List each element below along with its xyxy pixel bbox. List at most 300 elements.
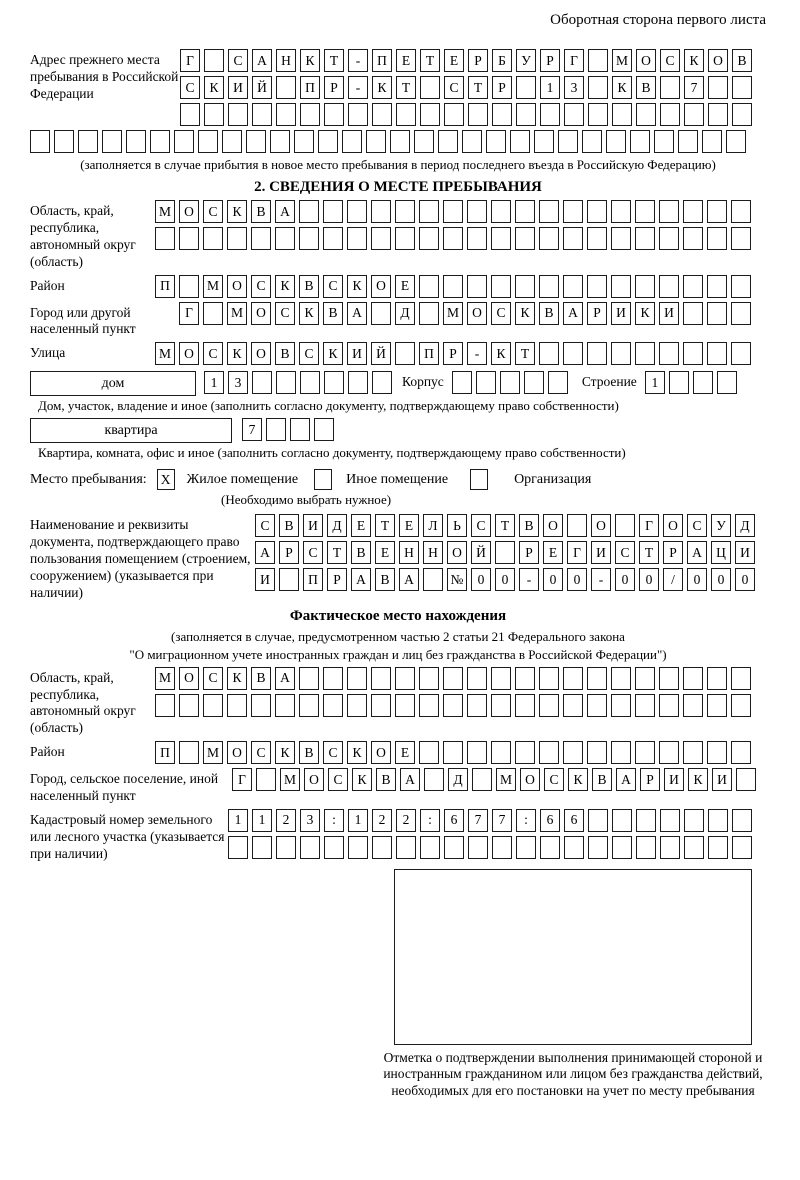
char-box[interactable]: Е xyxy=(444,49,464,72)
char-box[interactable] xyxy=(539,227,559,250)
char-box[interactable]: 1 xyxy=(204,371,224,394)
char-box[interactable] xyxy=(635,275,655,298)
char-box[interactable]: 2 xyxy=(396,809,416,832)
char-box[interactable] xyxy=(612,836,632,859)
char-box[interactable] xyxy=(78,130,98,153)
char-box[interactable] xyxy=(324,836,344,859)
char-box[interactable] xyxy=(702,130,722,153)
char-box[interactable] xyxy=(516,103,536,126)
char-box[interactable] xyxy=(323,200,343,223)
char-box[interactable]: И xyxy=(347,342,367,365)
char-box[interactable] xyxy=(323,694,343,717)
fact-oblast-row-2[interactable] xyxy=(155,694,751,717)
char-box[interactable] xyxy=(515,694,535,717)
char-box[interactable] xyxy=(540,836,560,859)
char-box[interactable] xyxy=(683,342,703,365)
char-box[interactable] xyxy=(659,694,679,717)
char-box[interactable] xyxy=(491,667,511,690)
char-box[interactable] xyxy=(299,667,319,690)
char-box[interactable] xyxy=(587,694,607,717)
char-box[interactable] xyxy=(707,275,727,298)
char-box[interactable] xyxy=(102,130,122,153)
char-box[interactable] xyxy=(252,103,272,126)
char-box[interactable] xyxy=(476,371,496,394)
checkbox-organizatsiya[interactable] xyxy=(470,469,488,490)
char-box[interactable] xyxy=(256,768,276,791)
char-box[interactable]: С xyxy=(251,741,271,764)
char-box[interactable]: В xyxy=(636,76,656,99)
char-box[interactable]: 2 xyxy=(372,809,392,832)
char-box[interactable] xyxy=(563,741,583,764)
char-box[interactable]: У xyxy=(711,514,731,537)
char-box[interactable] xyxy=(275,227,295,250)
char-box[interactable]: О xyxy=(251,302,271,325)
char-box[interactable] xyxy=(419,667,439,690)
char-box[interactable]: Р xyxy=(327,568,347,591)
char-box[interactable]: Е xyxy=(396,49,416,72)
char-box[interactable] xyxy=(611,694,631,717)
char-box[interactable] xyxy=(707,667,727,690)
char-box[interactable]: К xyxy=(491,342,511,365)
char-box[interactable] xyxy=(252,836,272,859)
char-box[interactable]: Д xyxy=(448,768,468,791)
char-box[interactable] xyxy=(472,768,492,791)
char-box[interactable]: Г xyxy=(564,49,584,72)
char-box[interactable] xyxy=(203,227,223,250)
char-box[interactable] xyxy=(630,130,650,153)
char-box[interactable]: Р xyxy=(519,541,539,564)
char-box[interactable] xyxy=(683,741,703,764)
char-box[interactable] xyxy=(500,371,520,394)
char-box[interactable] xyxy=(693,371,713,394)
char-box[interactable]: - xyxy=(348,76,368,99)
char-box[interactable] xyxy=(731,694,751,717)
char-box[interactable]: О xyxy=(251,342,271,365)
char-box[interactable]: Й xyxy=(471,541,491,564)
char-box[interactable] xyxy=(636,836,656,859)
char-box[interactable] xyxy=(564,103,584,126)
char-box[interactable]: К xyxy=(299,302,319,325)
char-box[interactable] xyxy=(424,768,444,791)
char-box[interactable]: С xyxy=(275,302,295,325)
char-box[interactable] xyxy=(491,200,511,223)
char-box[interactable]: О xyxy=(179,667,199,690)
checkbox-inoe[interactable] xyxy=(314,469,332,490)
raion-row[interactable] xyxy=(155,275,751,298)
char-box[interactable] xyxy=(683,667,703,690)
char-box[interactable] xyxy=(467,275,487,298)
char-box[interactable] xyxy=(515,667,535,690)
char-box[interactable] xyxy=(203,302,223,325)
char-box[interactable] xyxy=(563,694,583,717)
char-box[interactable] xyxy=(443,741,463,764)
char-box[interactable] xyxy=(419,227,439,250)
char-box[interactable]: 0 xyxy=(735,568,755,591)
char-box[interactable]: О xyxy=(591,514,611,537)
char-box[interactable]: Р xyxy=(468,49,488,72)
char-box[interactable] xyxy=(732,76,752,99)
char-box[interactable]: К xyxy=(323,342,343,365)
char-box[interactable] xyxy=(347,694,367,717)
char-box[interactable]: Д xyxy=(395,302,415,325)
char-box[interactable] xyxy=(323,667,343,690)
char-box[interactable]: М xyxy=(155,342,175,365)
char-box[interactable] xyxy=(204,103,224,126)
char-box[interactable] xyxy=(155,694,175,717)
char-box[interactable]: К xyxy=(372,76,392,99)
char-box[interactable]: С xyxy=(303,541,323,564)
char-box[interactable]: А xyxy=(400,768,420,791)
prev-address-row-1[interactable] xyxy=(180,49,752,72)
char-box[interactable] xyxy=(299,227,319,250)
char-box[interactable]: К xyxy=(275,275,295,298)
char-box[interactable] xyxy=(198,130,218,153)
char-box[interactable]: 0 xyxy=(687,568,707,591)
char-box[interactable]: В xyxy=(592,768,612,791)
char-box[interactable] xyxy=(371,694,391,717)
char-box[interactable]: С xyxy=(299,342,319,365)
char-box[interactable] xyxy=(635,694,655,717)
char-box[interactable]: С xyxy=(328,768,348,791)
char-box[interactable] xyxy=(155,227,175,250)
char-box[interactable] xyxy=(539,741,559,764)
char-box[interactable] xyxy=(732,836,752,859)
char-box[interactable] xyxy=(683,302,703,325)
char-box[interactable] xyxy=(444,103,464,126)
char-box[interactable] xyxy=(515,741,535,764)
char-box[interactable] xyxy=(179,741,199,764)
kadastr-row-2[interactable] xyxy=(228,836,752,859)
char-box[interactable]: Е xyxy=(375,541,395,564)
char-box[interactable]: С xyxy=(491,302,511,325)
char-box[interactable] xyxy=(372,836,392,859)
char-box[interactable]: И xyxy=(255,568,275,591)
char-box[interactable]: 6 xyxy=(444,809,464,832)
char-box[interactable] xyxy=(515,200,535,223)
char-box[interactable]: К xyxy=(275,741,295,764)
char-box[interactable]: К xyxy=(635,302,655,325)
char-box[interactable] xyxy=(539,275,559,298)
char-box[interactable]: П xyxy=(372,49,392,72)
char-box[interactable]: И xyxy=(591,541,611,564)
char-box[interactable] xyxy=(276,836,296,859)
char-box[interactable] xyxy=(366,130,386,153)
char-box[interactable] xyxy=(419,200,439,223)
char-box[interactable]: В xyxy=(323,302,343,325)
char-box[interactable] xyxy=(300,371,320,394)
char-box[interactable] xyxy=(420,76,440,99)
char-box[interactable] xyxy=(587,741,607,764)
char-box[interactable]: О xyxy=(708,49,728,72)
char-box[interactable] xyxy=(731,342,751,365)
char-box[interactable]: В xyxy=(251,667,271,690)
char-box[interactable]: А xyxy=(687,541,707,564)
char-box[interactable]: С xyxy=(255,514,275,537)
char-box[interactable]: М xyxy=(155,200,175,223)
char-box[interactable] xyxy=(635,667,655,690)
char-box[interactable]: С xyxy=(228,49,248,72)
char-box[interactable] xyxy=(276,76,296,99)
char-box[interactable] xyxy=(396,103,416,126)
char-box[interactable]: О xyxy=(371,275,391,298)
char-box[interactable] xyxy=(731,227,751,250)
char-box[interactable] xyxy=(318,130,338,153)
char-box[interactable]: И xyxy=(659,302,679,325)
char-box[interactable] xyxy=(731,275,751,298)
char-box[interactable] xyxy=(423,568,443,591)
char-box[interactable] xyxy=(222,130,242,153)
char-box[interactable] xyxy=(606,130,626,153)
char-box[interactable] xyxy=(324,371,344,394)
char-box[interactable]: О xyxy=(636,49,656,72)
char-box[interactable] xyxy=(683,227,703,250)
ulitsa-row[interactable] xyxy=(155,342,751,365)
char-box[interactable] xyxy=(443,200,463,223)
char-box[interactable] xyxy=(395,342,415,365)
char-box[interactable]: К xyxy=(352,768,372,791)
char-box[interactable] xyxy=(708,76,728,99)
stroenie-grid[interactable] xyxy=(645,371,737,394)
char-box[interactable]: Й xyxy=(371,342,391,365)
char-box[interactable] xyxy=(612,103,632,126)
char-box[interactable] xyxy=(491,275,511,298)
char-box[interactable]: 3 xyxy=(564,76,584,99)
char-box[interactable] xyxy=(683,200,703,223)
char-box[interactable] xyxy=(567,514,587,537)
char-box[interactable] xyxy=(708,103,728,126)
char-box[interactable]: Д xyxy=(327,514,347,537)
char-box[interactable]: 1 xyxy=(252,809,272,832)
char-box[interactable] xyxy=(588,76,608,99)
char-box[interactable] xyxy=(419,694,439,717)
char-box[interactable]: В xyxy=(375,568,395,591)
char-box[interactable]: : xyxy=(324,809,344,832)
dom-number-grid[interactable] xyxy=(204,371,392,394)
char-box[interactable] xyxy=(227,694,247,717)
char-box[interactable] xyxy=(587,227,607,250)
char-box[interactable]: К xyxy=(688,768,708,791)
char-box[interactable] xyxy=(414,130,434,153)
prev-address-row-3[interactable] xyxy=(180,103,752,126)
char-box[interactable]: А xyxy=(351,568,371,591)
char-box[interactable] xyxy=(660,76,680,99)
char-box[interactable] xyxy=(347,200,367,223)
char-box[interactable]: Р xyxy=(443,342,463,365)
char-box[interactable] xyxy=(342,130,362,153)
char-box[interactable]: Г xyxy=(639,514,659,537)
prev-address-row-2[interactable] xyxy=(180,76,752,99)
prev-address-row-4[interactable] xyxy=(30,130,746,153)
char-box[interactable]: 1 xyxy=(540,76,560,99)
char-box[interactable]: Т xyxy=(639,541,659,564)
char-box[interactable] xyxy=(563,200,583,223)
char-box[interactable] xyxy=(678,130,698,153)
char-box[interactable] xyxy=(708,836,728,859)
char-box[interactable]: В xyxy=(299,275,319,298)
char-box[interactable]: : xyxy=(516,809,536,832)
char-box[interactable]: 0 xyxy=(495,568,515,591)
char-box[interactable]: Н xyxy=(276,49,296,72)
char-box[interactable]: В xyxy=(299,741,319,764)
char-box[interactable]: Т xyxy=(324,49,344,72)
char-box[interactable]: О xyxy=(663,514,683,537)
char-box[interactable] xyxy=(615,514,635,537)
char-box[interactable] xyxy=(395,667,415,690)
char-box[interactable] xyxy=(467,741,487,764)
fact-raion-row[interactable] xyxy=(155,741,751,764)
char-box[interactable] xyxy=(467,200,487,223)
char-box[interactable]: К xyxy=(684,49,704,72)
char-box[interactable] xyxy=(726,130,746,153)
char-box[interactable] xyxy=(611,741,631,764)
char-box[interactable]: Р xyxy=(279,541,299,564)
char-box[interactable]: 6 xyxy=(564,809,584,832)
char-box[interactable]: Г xyxy=(180,49,200,72)
char-box[interactable] xyxy=(492,103,512,126)
char-box[interactable]: П xyxy=(300,76,320,99)
fact-oblast-row-1[interactable] xyxy=(155,667,751,690)
char-box[interactable]: М xyxy=(280,768,300,791)
char-box[interactable]: О xyxy=(371,741,391,764)
char-box[interactable] xyxy=(486,130,506,153)
char-box[interactable] xyxy=(203,694,223,717)
char-box[interactable]: Л xyxy=(423,514,443,537)
kadastr-row-1[interactable] xyxy=(228,809,752,832)
char-box[interactable] xyxy=(371,227,391,250)
char-box[interactable]: 0 xyxy=(615,568,635,591)
char-box[interactable]: И xyxy=(611,302,631,325)
char-box[interactable] xyxy=(299,694,319,717)
char-box[interactable] xyxy=(419,275,439,298)
char-box[interactable] xyxy=(491,227,511,250)
char-box[interactable] xyxy=(276,103,296,126)
char-box[interactable] xyxy=(348,103,368,126)
char-box[interactable] xyxy=(707,227,727,250)
checkbox-zhiloe[interactable]: X xyxy=(157,469,175,490)
char-box[interactable]: К xyxy=(300,49,320,72)
char-box[interactable]: Б xyxy=(492,49,512,72)
char-box[interactable]: : xyxy=(420,809,440,832)
char-box[interactable] xyxy=(150,130,170,153)
gorod-row[interactable] xyxy=(179,302,751,325)
char-box[interactable] xyxy=(371,200,391,223)
oblast-row-1[interactable] xyxy=(155,200,751,223)
char-box[interactable] xyxy=(300,836,320,859)
char-box[interactable]: О xyxy=(179,342,199,365)
char-box[interactable] xyxy=(390,130,410,153)
char-box[interactable] xyxy=(660,836,680,859)
char-box[interactable] xyxy=(452,371,472,394)
char-box[interactable] xyxy=(707,342,727,365)
char-box[interactable]: М xyxy=(612,49,632,72)
char-box[interactable]: В xyxy=(351,541,371,564)
char-box[interactable] xyxy=(534,130,554,153)
char-box[interactable]: Г xyxy=(179,302,199,325)
char-box[interactable]: М xyxy=(203,741,223,764)
char-box[interactable] xyxy=(251,227,271,250)
char-box[interactable]: В xyxy=(275,342,295,365)
char-box[interactable]: 3 xyxy=(300,809,320,832)
char-box[interactable] xyxy=(717,371,737,394)
char-box[interactable]: Е xyxy=(543,541,563,564)
char-box[interactable] xyxy=(660,809,680,832)
char-box[interactable]: Т xyxy=(515,342,535,365)
char-box[interactable]: Н xyxy=(423,541,443,564)
char-box[interactable]: О xyxy=(520,768,540,791)
char-box[interactable]: С xyxy=(544,768,564,791)
char-box[interactable]: А xyxy=(275,200,295,223)
char-box[interactable]: - xyxy=(591,568,611,591)
char-box[interactable]: А xyxy=(255,541,275,564)
doc-row-3[interactable] xyxy=(255,568,755,591)
char-box[interactable] xyxy=(443,227,463,250)
char-box[interactable] xyxy=(324,103,344,126)
char-box[interactable] xyxy=(539,200,559,223)
char-box[interactable]: С xyxy=(323,741,343,764)
char-box[interactable] xyxy=(251,694,271,717)
char-box[interactable] xyxy=(126,130,146,153)
char-box[interactable] xyxy=(635,200,655,223)
char-box[interactable] xyxy=(732,809,752,832)
char-box[interactable]: К xyxy=(204,76,224,99)
char-box[interactable] xyxy=(462,130,482,153)
char-box[interactable]: А xyxy=(563,302,583,325)
char-box[interactable]: К xyxy=(347,741,367,764)
char-box[interactable] xyxy=(420,103,440,126)
oblast-row-2[interactable] xyxy=(155,227,751,250)
char-box[interactable] xyxy=(227,227,247,250)
char-box[interactable]: Т xyxy=(375,514,395,537)
char-box[interactable] xyxy=(279,568,299,591)
char-box[interactable] xyxy=(683,694,703,717)
char-box[interactable] xyxy=(467,667,487,690)
char-box[interactable] xyxy=(510,130,530,153)
char-box[interactable]: Т xyxy=(420,49,440,72)
char-box[interactable] xyxy=(395,200,415,223)
char-box[interactable]: П xyxy=(155,275,175,298)
char-box[interactable] xyxy=(635,342,655,365)
char-box[interactable] xyxy=(372,103,392,126)
char-box[interactable] xyxy=(443,667,463,690)
char-box[interactable]: С xyxy=(203,200,223,223)
char-box[interactable] xyxy=(30,130,50,153)
char-box[interactable] xyxy=(300,103,320,126)
char-box[interactable] xyxy=(611,342,631,365)
char-box[interactable] xyxy=(669,371,689,394)
char-box[interactable] xyxy=(294,130,314,153)
char-box[interactable]: Г xyxy=(232,768,252,791)
char-box[interactable]: В xyxy=(732,49,752,72)
char-box[interactable]: В xyxy=(376,768,396,791)
char-box[interactable]: И xyxy=(303,514,323,537)
char-box[interactable]: М xyxy=(227,302,247,325)
char-box[interactable]: И xyxy=(712,768,732,791)
char-box[interactable] xyxy=(539,694,559,717)
char-box[interactable]: 0 xyxy=(567,568,587,591)
char-box[interactable] xyxy=(246,130,266,153)
char-box[interactable]: И xyxy=(664,768,684,791)
char-box[interactable] xyxy=(659,227,679,250)
char-box[interactable] xyxy=(659,275,679,298)
char-box[interactable]: К xyxy=(227,342,247,365)
char-box[interactable] xyxy=(347,667,367,690)
char-box[interactable] xyxy=(371,667,391,690)
char-box[interactable] xyxy=(563,667,583,690)
char-box[interactable] xyxy=(179,694,199,717)
char-box[interactable]: Р xyxy=(663,541,683,564)
char-box[interactable] xyxy=(611,667,631,690)
char-box[interactable] xyxy=(683,275,703,298)
